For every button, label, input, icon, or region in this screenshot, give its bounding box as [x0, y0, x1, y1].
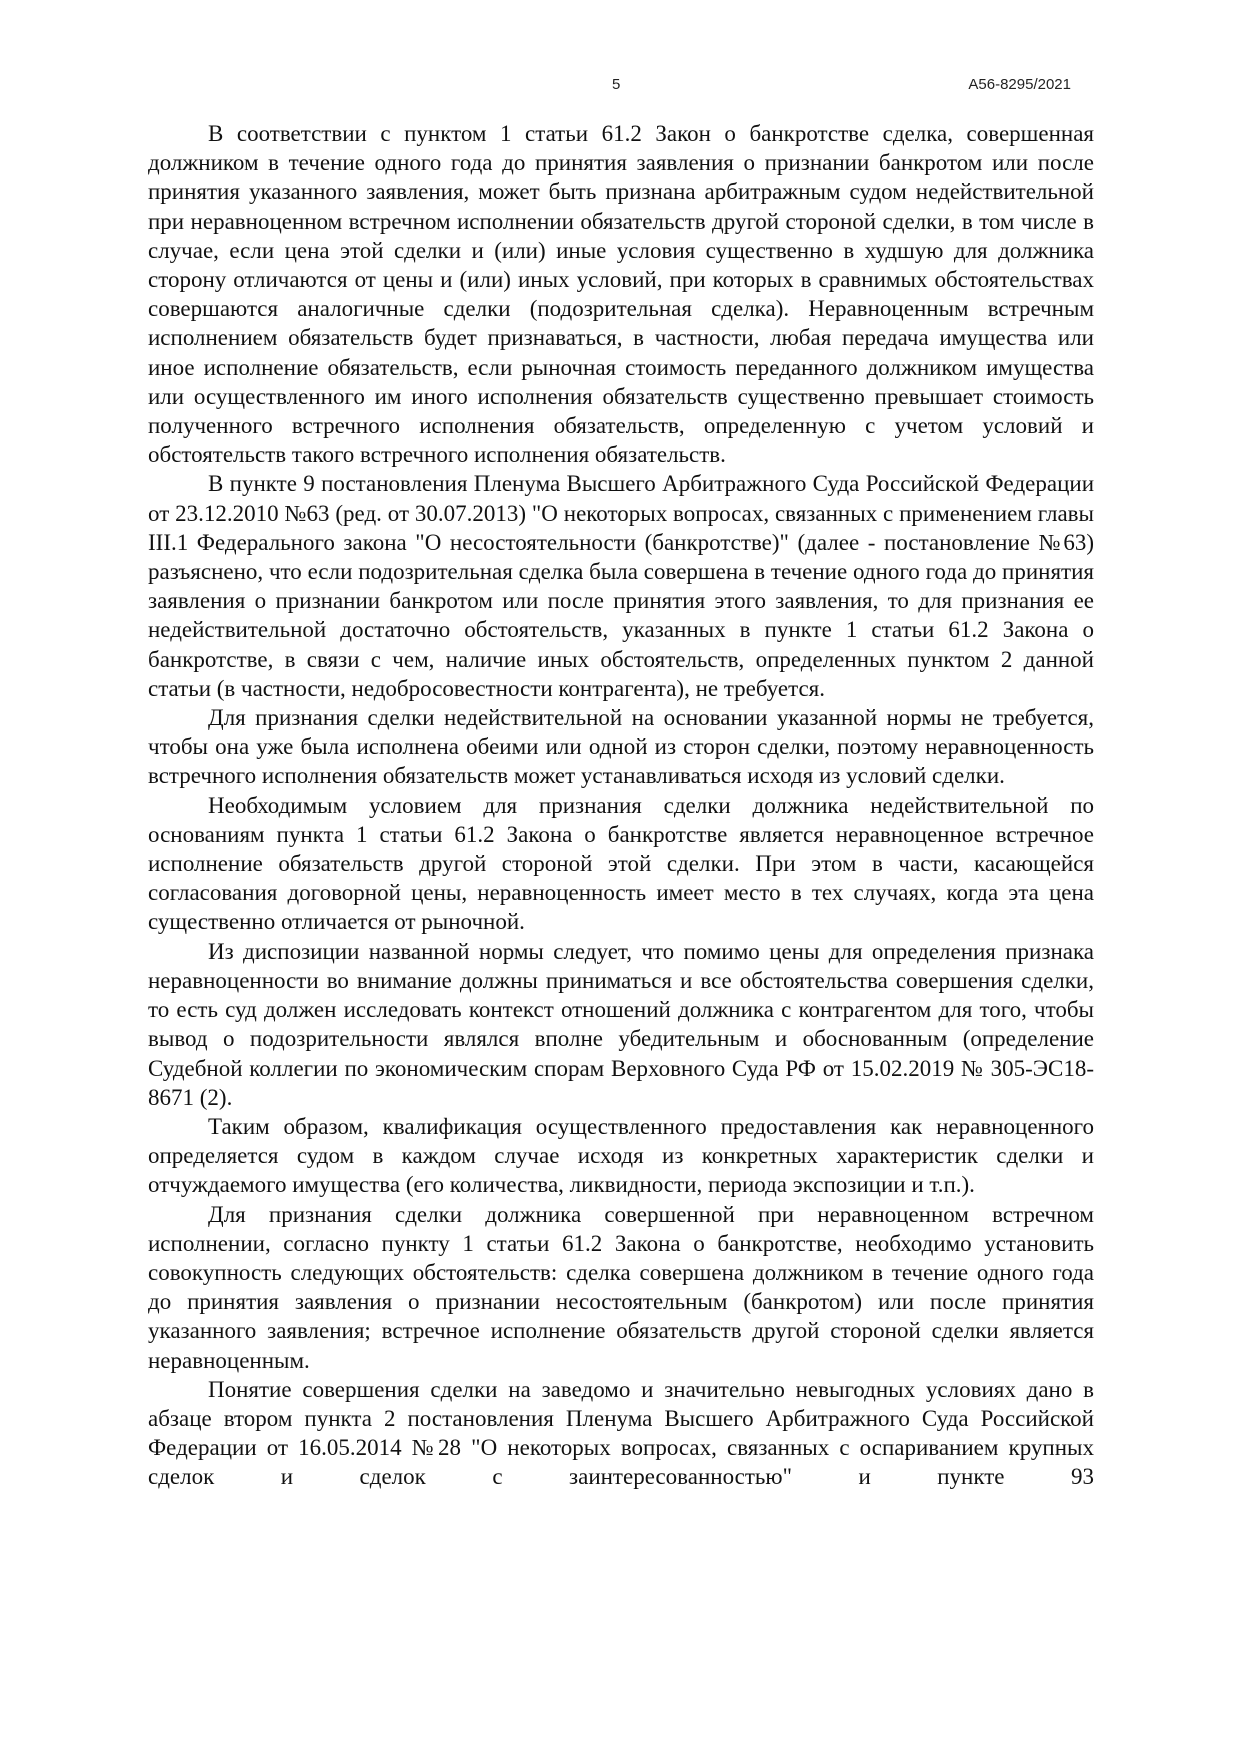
page-number: 5 — [612, 76, 621, 93]
paragraph-5: Из диспозиции названной нормы следует, что помимо цены для определения признака неравноценности во внимание должны приниматься и все обстоятельства совершения сделки, то есть суд должен исследовать контекст отношений должника с контрагентом для того, чтобы вывод о подозрительности являлся вполне убедительным и обоснованным (определение Судебной коллегии по экономическим спорам Верховного Суда РФ от 15.02.2019 № 305-ЭС18-8671 (2). — [148, 938, 1094, 1110]
paragraph-1: В соответствии с пунктом 1 статьи 61.2 Закон о банкротстве сделка, совершенная должником в течение одного года до принятия заявления о признании банкротом или после принятия указанного заявления, может быть признана арбитражным судом недействительной при неравноценном встречном исполнении обязательств другой стороной сделки, в том числе в случае, если цена этой сделки и (или) иные условия существенно в худшую для должника сторону отличаются от цены и (или) иных условий, при которых в сравнимых обстоятельствах совершаются аналогичные сделки (подозрительная сделка). Неравноценным встречным исполнением обязательств будет признаваться, в частности, любая передача имущества или иное исполнение обязательств, если рыночная стоимость переданного должником имущества или осуществленного им иного исполнения обязательств существенно превышает стоимость полученного встречного исполнения обязательств, определенную с учетом условий и обстоятельств такого встречного исполнения обязательств. — [148, 121, 1094, 468]
case-number: А56-8295/2021 — [968, 76, 1071, 93]
paragraph-7: Для признания сделки должника совершенной при неравноценном встречном исполнении, согласно пункту 1 статьи 61.2 Закона о банкротстве, необходимо установить совокупность следующих обстоятельств: сделка совершена должником в течение одного года до принятия заявления о признании несостоятельным (банкротом) или после принятия указанного заявления; встречное исполнение обязательств другой стороной сделки является неравноценным. — [148, 1201, 1094, 1373]
document-body — [148, 119, 1094, 1492]
paragraph-2: В пункте 9 постановления Пленума Высшего Арбитражного Суда Российской Федерации от 23.12.2010 №63 (ред. от 30.07.2013) "О некоторых вопросах, связанных с применением главы III.1 Федерального закона "О несостоятельности (банкротстве)" (далее - постановление №63) разъяснено, что если подозрительная сделка была совершена в течение одного года до принятия заявления о признании банкротом или после принятия этого заявления, то для признания ее недействительной достаточно обстоятельств, указанных в пункте 1 статьи 61.2 Закона о банкротстве, в связи с чем, наличие иных обстоятельств, определенных пунктом 2 данной статьи (в частности, недобросовестности контрагента), не требуется. — [148, 471, 1094, 701]
paragraph-8: Понятие совершения сделки на заведомо и значительно невыгодных условиях дано в абзаце втором пункта 2 постановления Пленума Высшего Арбитражного Суда Российской Федерации от 16.05.2014 №28 "О некоторых вопросах, связанных с оспариванием крупных сделок и сделок с заинтересованностью" и пункте 93 — [148, 1376, 1094, 1490]
paragraph-6: Таким образом, квалификация осуществленного предоставления как неравноценного определяется судом в каждом случае исходя из конкретных характеристик сделки и отчуждаемого имущества (его количества, ликвидности, периода экспозиции и т.п.). — [148, 1113, 1094, 1198]
paragraph-4: Необходимым условием для признания сделки должника недействительной по основаниям пункта 1 статьи 61.2 Закона о банкротстве является неравноценное встречное исполнение обязательств другой стороной этой сделки. При этом в части, касающейся согласования договорной цены, неравноценность имеет место в тех случаях, когда эта цена существенно отличается от рыночной. — [148, 792, 1094, 935]
paragraph-3: Для признания сделки недействительной на основании указанной нормы не требуется, чтобы она уже была исполнена обеими или одной из сторон сделки, поэтому неравноценность встречного исполнения обязательств может устанавливаться исходя из условий сделки. — [148, 705, 1094, 789]
